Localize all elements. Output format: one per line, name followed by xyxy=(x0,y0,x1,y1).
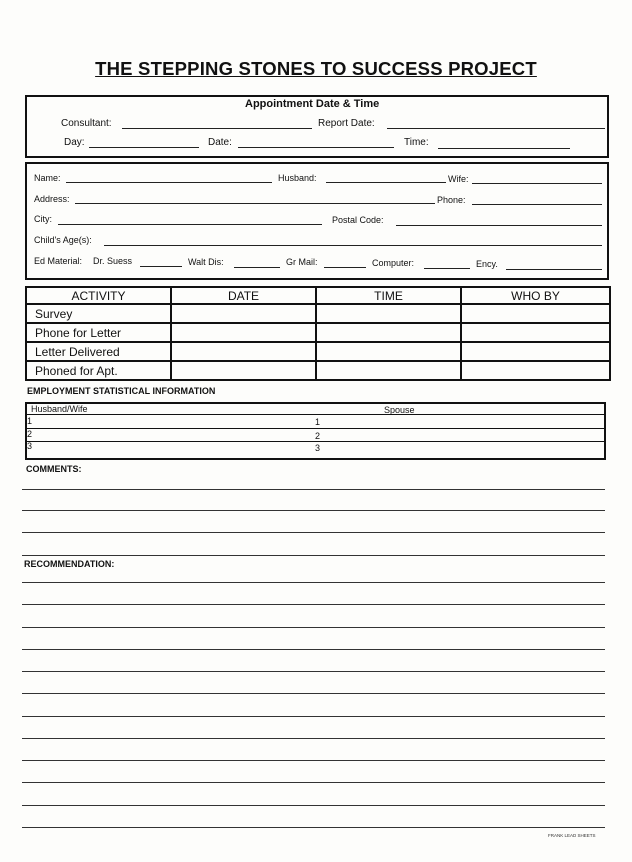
comment-line[interactable] xyxy=(22,532,605,533)
ency-label: Ency. xyxy=(476,259,498,269)
recommendation-line[interactable] xyxy=(22,627,605,628)
employment-number: 1 xyxy=(27,416,33,426)
employment-number: 1 xyxy=(315,417,321,427)
recommendation-line[interactable] xyxy=(22,827,605,828)
time-cell[interactable] xyxy=(316,361,461,380)
comments-label: COMMENTS: xyxy=(26,464,82,474)
table-row xyxy=(26,361,610,380)
activity-cell: Survey xyxy=(26,304,171,323)
who-by-cell[interactable] xyxy=(461,304,610,323)
activity-header: ACTIVITY xyxy=(26,287,171,304)
city-label: City: xyxy=(34,214,52,224)
time-label: Time: xyxy=(404,137,429,148)
recommendation-line[interactable] xyxy=(22,716,605,717)
walt-dis-label: Walt Dis: xyxy=(188,257,224,267)
table-row xyxy=(26,342,610,361)
recommendation-line[interactable] xyxy=(22,582,605,583)
ed-material-label: Ed Material: xyxy=(34,256,83,266)
recommendation-line[interactable] xyxy=(22,782,605,783)
date-header: DATE xyxy=(171,287,316,304)
childs-age-field[interactable] xyxy=(104,245,602,246)
activity-cell: Letter Delivered xyxy=(26,342,171,361)
recommendation-label: RECOMMENDATION: xyxy=(24,559,115,569)
date-cell[interactable] xyxy=(171,342,316,361)
gr-mail-label: Gr Mail: xyxy=(286,257,318,267)
walt-dis-field[interactable] xyxy=(234,267,280,268)
time-header: TIME xyxy=(316,287,461,304)
time-field[interactable] xyxy=(438,148,570,149)
postal-code-field[interactable] xyxy=(396,225,602,226)
who-by-cell[interactable] xyxy=(461,323,610,342)
ency-field[interactable] xyxy=(506,269,602,270)
employment-number: 2 xyxy=(27,429,33,439)
recommendation-line[interactable] xyxy=(22,649,605,650)
wife-label: Wife: xyxy=(448,174,469,184)
report-date-field[interactable] xyxy=(387,128,605,129)
who-by-cell[interactable] xyxy=(461,342,610,361)
employment-heading: EMPLOYMENT STATISTICAL INFORMATION xyxy=(27,386,216,396)
husband-field[interactable] xyxy=(326,182,446,183)
time-cell[interactable] xyxy=(316,323,461,342)
postal-code-label: Postal Code: xyxy=(332,215,384,225)
recommendation-line[interactable] xyxy=(22,738,605,739)
phone-field[interactable] xyxy=(472,204,602,205)
address-field[interactable] xyxy=(75,203,435,204)
date-label: Date: xyxy=(208,137,232,148)
childs-age-label: Child's Age(s): xyxy=(34,235,92,245)
wife-field[interactable] xyxy=(472,183,602,184)
recommendation-line[interactable] xyxy=(22,671,605,672)
husband-label: Husband: xyxy=(278,173,317,183)
footer-note: FRANK LEAD SHEETS xyxy=(548,833,596,838)
comment-line[interactable] xyxy=(22,555,605,556)
employment-number: 2 xyxy=(315,431,321,441)
employment-line[interactable] xyxy=(27,428,604,429)
date-cell[interactable] xyxy=(171,304,316,323)
activity-table xyxy=(25,286,611,381)
comment-line[interactable] xyxy=(22,489,605,490)
recommendation-line[interactable] xyxy=(22,693,605,694)
date-cell[interactable] xyxy=(171,323,316,342)
computer-field[interactable] xyxy=(424,268,470,269)
who-by-header: WHO BY xyxy=(461,287,610,304)
activity-cell: Phoned for Apt. xyxy=(26,361,171,380)
who-by-cell[interactable] xyxy=(461,361,610,380)
address-label: Address: xyxy=(34,194,70,204)
date-cell[interactable] xyxy=(171,361,316,380)
employment-number: 3 xyxy=(315,443,321,453)
recommendation-line[interactable] xyxy=(22,760,605,761)
table-row xyxy=(26,304,610,323)
date-field[interactable] xyxy=(238,147,394,148)
husband-wife-label: Husband/Wife xyxy=(31,404,88,414)
phone-label: Phone: xyxy=(437,195,466,205)
employment-line[interactable] xyxy=(27,441,604,442)
recommendation-line[interactable] xyxy=(22,604,605,605)
city-field[interactable] xyxy=(58,224,322,225)
employment-number: 3 xyxy=(27,441,33,451)
dr-suess-label: Dr. Suess xyxy=(93,256,133,266)
name-label: Name: xyxy=(34,173,61,183)
day-field[interactable] xyxy=(89,147,199,148)
comment-line[interactable] xyxy=(22,510,605,511)
employment-divider xyxy=(27,414,604,415)
gr-mail-field[interactable] xyxy=(324,267,366,268)
consultant-label: Consultant: xyxy=(61,118,112,129)
page-title: THE STEPPING STONES TO SUCCESS PROJECT xyxy=(95,58,537,79)
activity-table-header xyxy=(26,287,610,304)
day-label: Day: xyxy=(64,137,85,148)
computer-label: Computer: xyxy=(372,258,415,268)
table-row xyxy=(26,323,610,342)
time-cell[interactable] xyxy=(316,304,461,323)
dr-suess-field[interactable] xyxy=(140,266,182,267)
time-cell[interactable] xyxy=(316,342,461,361)
appointment-heading: Appointment Date & Time xyxy=(245,98,380,110)
activity-cell: Phone for Letter xyxy=(26,323,171,342)
report-date-label: Report Date: xyxy=(318,118,375,129)
recommendation-line[interactable] xyxy=(22,805,605,806)
spouse-label: Spouse xyxy=(384,405,415,415)
name-field[interactable] xyxy=(66,182,272,183)
consultant-field[interactable] xyxy=(122,128,312,129)
